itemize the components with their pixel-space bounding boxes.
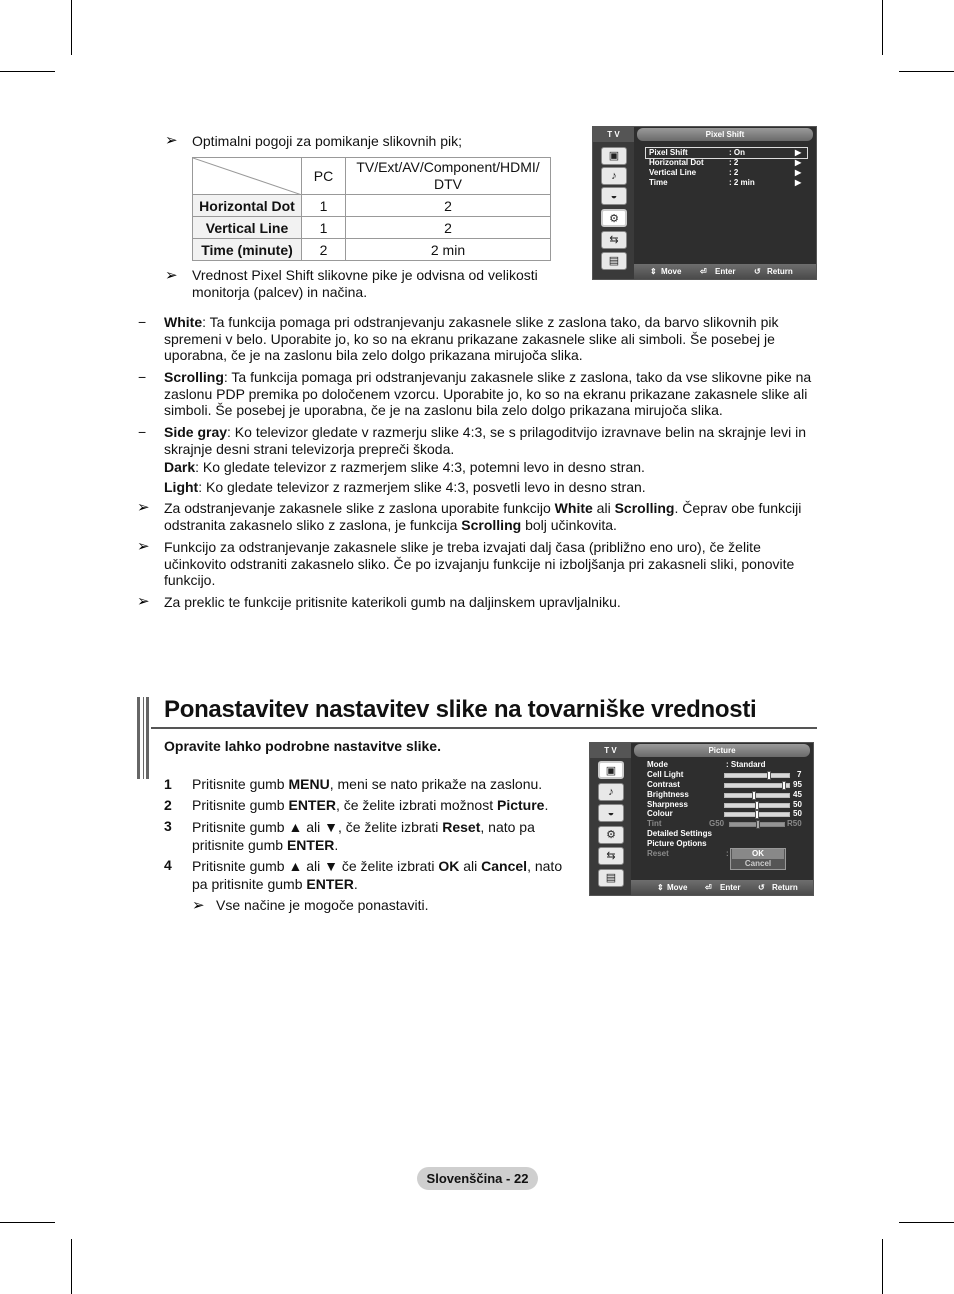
table-header: TV/Ext/AV/Component/HDMI/ DTV [346,158,551,195]
note-arrow-icon: ➢ [137,593,150,610]
chevron-right-icon: ▶ [795,178,802,187]
osd-row-value: : 2 [729,158,739,167]
dash-mark: − [138,424,147,440]
crop-mark [0,1222,55,1223]
osd-picture [589,742,814,896]
crop-mark [899,71,954,72]
dash-mark: − [138,314,147,330]
osd-pixel-shift [592,126,817,280]
sound-icon[interactable]: ♪ [601,167,627,185]
note-arrow-icon: ➢ [165,132,178,149]
osd-title: Picture [634,744,810,757]
enter-label: Enter [720,883,741,892]
osd-row-label: Pixel Shift [649,148,688,157]
slider-track[interactable] [724,793,790,798]
tint-g: G50 [709,819,725,828]
crop-mark [882,1239,883,1294]
tint-track[interactable] [729,822,785,827]
slider-label: Cell Light [647,770,684,779]
enter-icon: ⏎ [705,883,712,892]
setup-icon[interactable]: ⚙ [598,826,624,844]
table-corner [193,158,302,195]
slider-knob[interactable] [767,771,771,780]
slider-track[interactable] [724,803,790,808]
slider-knob[interactable] [782,781,786,790]
crop-mark [71,1239,72,1294]
note-cancel: Za preklic te funkcije pritisnite katerikoli gumb na daljinskem upravljalniku. [164,594,621,610]
step-number: 2 [164,797,172,813]
step-number: 4 [164,857,172,873]
dash-mark: − [138,369,147,385]
osd-row-value: : On [729,148,745,157]
top-note: Optimalni pogoji za pomikanje slikovnih pik; [192,133,463,149]
step-number: 3 [164,818,172,834]
step-3: Pritisnite gumb ▲ ali ▼, če želite izbrati Reset, nato pa pritisnite gumb ENTER. [192,819,535,853]
osd-footer [634,264,816,279]
section-title: Ponastavitev nastavitev slike na tovarniške vrednosti [164,696,757,723]
mode-value: : Standard [726,760,766,769]
crop-mark [899,1222,954,1223]
dark-paragraph: Dark: Ko gledate televizor z razmerjem slike 4:3, potemni levo in desno stran. [164,459,645,475]
section-marker-inner [143,697,144,779]
picture-options[interactable]: Picture Options [647,839,707,848]
tint-label: Tint [647,819,662,828]
reset-label: Reset [647,849,669,858]
tint-r: R50 [787,819,802,828]
slider-label: Sharpness [647,800,688,809]
chevron-right-icon: ▶ [795,168,802,177]
note-duration: Funkcijo za odstranjevanje zakasnele slike je treba izvajati dalj časa (približno eno uro), če želite učinkovito odstraniti zakasnelo sliko. Če po izvajanju funkcije ni izboljšanja pri zakasneli sliki, ponovite funkcijo. [164,539,795,588]
section-rule [151,727,817,729]
slider-track[interactable] [724,812,790,817]
setup-icon[interactable]: ⚙ [601,209,627,227]
move-icon: ⇕ [650,267,657,276]
move-label: Move [667,883,688,892]
note-arrow-icon: ➢ [137,538,150,555]
slider-label: Colour [647,809,673,818]
osd-row-label: Horizontal Dot [649,158,704,167]
mode-label: Mode [647,760,668,769]
picture-icon[interactable]: ▣ [598,761,624,779]
step-number: 1 [164,776,172,792]
input-icon[interactable]: ⇆ [598,847,624,865]
return-icon: ↺ [758,883,765,892]
channel-icon[interactable]: ◒ [601,187,627,205]
slider-track[interactable] [724,773,790,778]
table-header: PC [302,158,346,195]
slider-track[interactable] [724,783,790,788]
scrolling-paragraph: Scrolling: Ta funkcija pomaga pri odstranjevanju zakasnele slike z zaslona, tako da vse slikovne pike na zaslonu PDP premika po določenem vzorcu. Uporabite jo, ko so na ekranu prikazane zakasnele slike ali simboli. Še posebej je uporabna, če je na zaslonu bila zelo dolgo prikazana mirujoča slika. [164,369,812,418]
slider-label: Contrast [647,780,680,789]
move-label: Move [661,267,682,276]
slider-knob[interactable] [752,791,756,800]
crop-mark [0,71,55,72]
note-white-scrolling: Za odstranjevanje zakasnele slike z zaslona uporabite funkcijo White ali Scrolling. Čeprav obe funkciji odstranita zakasnelo sliko z zaslona, je funkcija Scrolling bolj učinkovita. [164,500,802,533]
chevron-right-icon: ▶ [795,158,802,167]
step-2: Pritisnite gumb ENTER, če želite izbrati možnost Picture. [192,797,549,813]
light-paragraph: Light: Ko gledate televizor z razmerjem slike 4:3, posvetli levo in desno stran. [164,479,646,495]
osd-title: Pixel Shift [637,128,813,141]
crop-mark [71,0,72,55]
channel-icon[interactable]: ◒ [598,804,624,822]
ok-option[interactable]: OK [732,849,784,859]
application-icon[interactable]: ▤ [601,252,627,270]
osd-tv-label: T V [593,127,634,142]
side-gray-paragraph: Side gray: Ko televizor gledate v razmerju slike 4:3, se s prilagoditvijo izravnave belin na skrajnje levi in skrajnje desni strani televizorja prepreči škoda. [164,424,806,457]
return-label: Return [772,883,798,892]
white-paragraph: White: Ta funkcija pomaga pri odstranjevanju zakasnele slike z zaslona tako, da barvo slikovnih pik spremeni v belo. Uporabite jo, ko so na ekranu prikazane zakasnele slike ali simboli. Še posebej je uporabna, če je na zaslonu bila zelo dolgo prikazana mirujoča slika. [164,314,779,363]
note-arrow-icon: ➢ [137,499,150,516]
slider-value: 50 [793,800,802,809]
move-icon: ⇕ [657,883,664,892]
slider-value: 45 [793,790,802,799]
slider-value: 7 [797,770,802,779]
chevron-right-icon: ▶ [795,148,802,157]
pixel-shift-table [192,157,551,261]
step-4: Pritisnite gumb ▲ ali ▼ če želite izbrati OK ali Cancel, nato pa pritisnite gumb ENTER. [192,858,563,892]
input-icon[interactable]: ⇆ [601,231,627,249]
enter-icon: ⏎ [700,267,707,276]
osd-row-label: Time [649,178,668,187]
note-arrow-icon: ➢ [192,897,205,914]
osd-row-value: : 2 [729,168,739,177]
pixel-shift-note: Vrednost Pixel Shift slikovne pike je odvisna od velikosti monitorja (palcev) in načina. [192,267,538,300]
final-note: Vse načine je mogoče ponastaviti. [216,897,429,913]
return-label: Return [767,267,793,276]
picture-icon[interactable]: ▣ [601,147,627,165]
step-1: Pritisnite gumb MENU, meni se nato prikaže na zaslonu. [192,776,543,792]
reset-colon: : [726,849,729,858]
application-icon[interactable]: ▤ [598,869,624,887]
osd-row-value: : 2 min [729,178,755,187]
return-icon: ↺ [754,267,761,276]
table-row: Time (minute) 2 2 min [193,239,551,261]
table-row: Vertical Line 1 2 [193,217,551,239]
slider-knob[interactable] [756,820,760,829]
note-arrow-icon: ➢ [165,267,178,284]
page-number: Slovenščina - 22 [417,1167,538,1190]
enter-label: Enter [715,267,736,276]
slider-knob[interactable] [755,810,759,819]
slider-label: Brightness [647,790,689,799]
table-row: Horizontal Dot 1 2 [193,195,551,217]
osd-tv-label: T V [590,743,631,758]
sound-icon[interactable]: ♪ [598,783,624,801]
osd-row-label: Vertical Line [649,168,697,177]
slider-value: 95 [793,780,802,789]
detailed-settings[interactable]: Detailed Settings [647,829,712,838]
osd-footer [631,880,813,895]
section-intro: Opravite lahko podrobne nastavitve slike. [164,738,441,754]
crop-mark [882,0,883,55]
cancel-option[interactable]: Cancel [744,859,772,868]
slider-knob[interactable] [755,801,759,810]
slider-value: 50 [793,809,802,818]
